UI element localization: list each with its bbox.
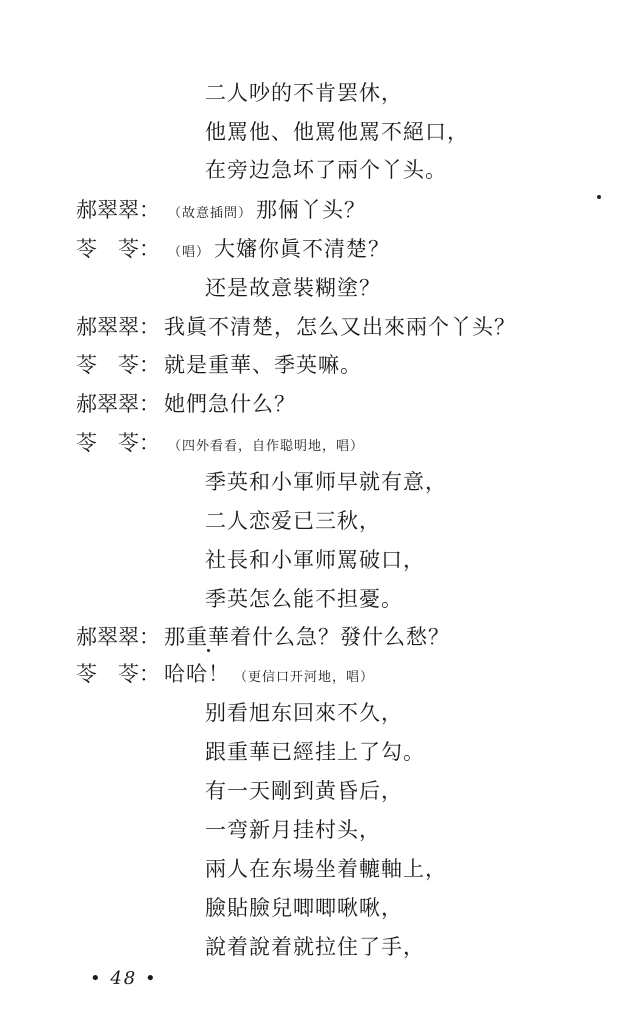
speaker-name: 苓 苓： — [76, 353, 160, 377]
page-number: • 48 • — [90, 968, 158, 989]
stage-direction: （更信口开河地，唱） — [234, 670, 375, 685]
speaker-name: 苓 苓： — [76, 662, 160, 686]
speech: 就是重華、季英嘛。 — [164, 353, 362, 377]
speck-mark — [597, 195, 601, 199]
speech — [164, 430, 368, 460]
page-number-bullet: • — [90, 968, 103, 989]
speaker-name: 郝翠翠： — [76, 315, 160, 339]
speaker-name: 苓 苓： — [76, 431, 160, 455]
stage-direction: （故意插問） — [168, 206, 253, 221]
speech: 她們急什么？ — [164, 392, 296, 416]
speaker-name: 郝翠翠： — [76, 392, 160, 416]
speech: （唱） 大嬸你眞不清楚？ — [168, 237, 391, 261]
speech: 我眞不清楚，怎么又出來兩个丫头？ — [164, 315, 516, 339]
page-number-bullet: • — [145, 968, 158, 989]
speck-mark — [207, 649, 210, 652]
speech: （故意插問） 那倆丫头？ — [168, 198, 367, 222]
stage-direction: （唱） — [168, 245, 211, 260]
speech: 哈哈！ （更信口开河地，唱） — [164, 662, 375, 686]
speech: 那重華着什么急？發什么愁？ — [164, 625, 450, 649]
speaker-name: 郝翠翠： — [76, 625, 160, 649]
speaker-name: 苓 苓： — [76, 237, 160, 261]
document-page: 二人吵的不肯罢休， 他罵他、他罵他罵不絕口， 在旁边急坏了兩个丫头。 郝翠翠： （故意插問） 那倆丫头？ 苓 苓： （唱） 大嬸你眞不清楚？ 还是故意裝糊塗？ 郝翠翠： 我眞不清楚，怎么又出來兩个丫头？ 苓 苓： 就是重華、季英嘛。 郝翠翠： 她們急什么？ 苓 苓： （四外看看，自作聪明地，唱） 季英和小軍师早就有意， 二人恋爱已三秋， 社長和小軍师罵破口， 季英怎么能不担憂。 郝翠翠： 那重華着什么急？發什么愁？ 苓 苓： 哈哈！ （更信口开河地，唱） 别看旭东回來不久， 跟重華已經挂上了勾。 有一天剛到黄昏后， 一弯新月挂村头， 兩人在东場坐着轆軸上， 臉貼臉兒唧唧啾啾， 說着說着就拉住了手， • 48 • — [0, 0, 640, 1021]
stage-direction: （四外看看，自作聪明地，唱） — [168, 439, 365, 454]
speaker-name: 郝翠翠： — [76, 198, 160, 222]
